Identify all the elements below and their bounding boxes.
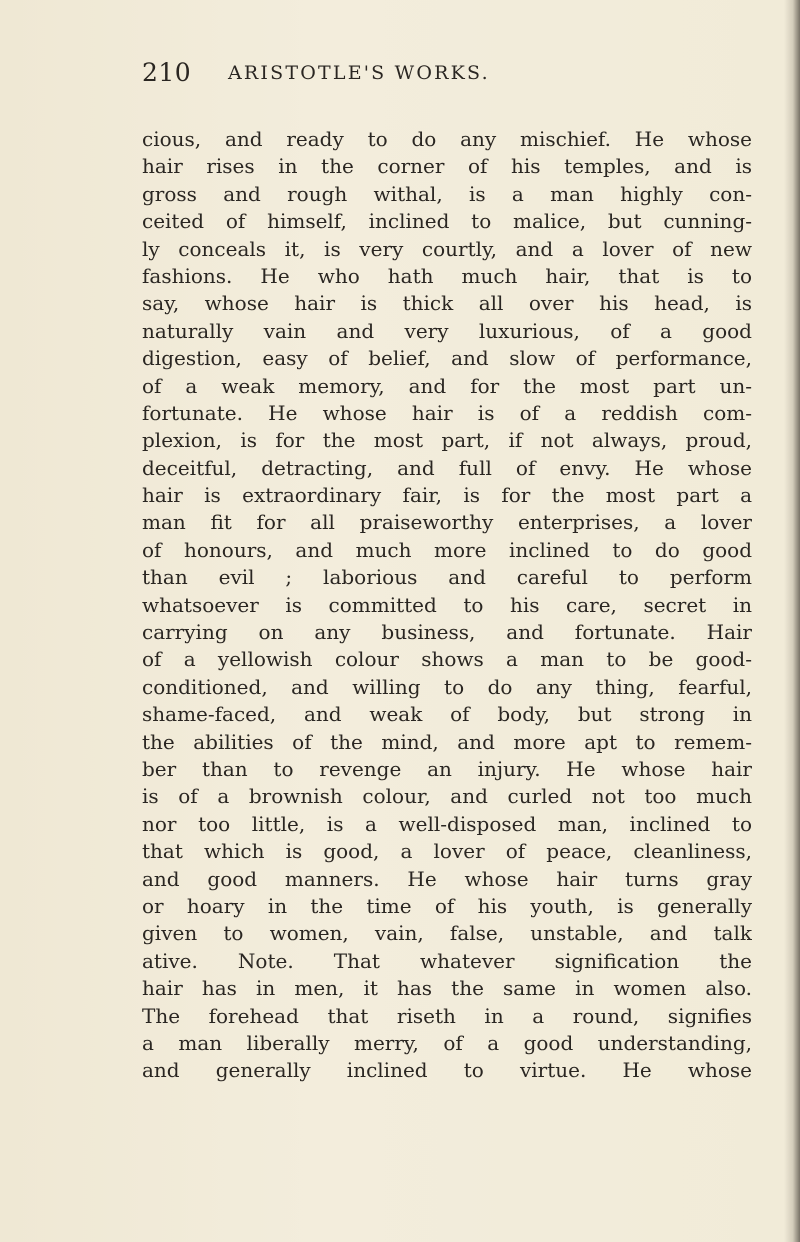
text-line: say, whose hair is thick all over his head, is — [142, 291, 752, 316]
text-line: of a weak memory, and for the most part un- — [142, 373, 752, 398]
text-line: and good manners. He whose hair turns gray — [142, 866, 752, 891]
text-line: hair has in men, it has the same in women also. — [142, 976, 752, 1001]
text-line: the abilities of the mind, and more apt to remem- — [142, 729, 752, 754]
text-line: of honours, and much more inclined to do good — [142, 537, 752, 562]
text-line: a man liberally merry, of a good understanding, — [142, 1030, 752, 1055]
text-line: gross and rough withal, is a man highly con- — [142, 181, 752, 206]
text-line: and generally inclined to virtue. He whose — [142, 1058, 752, 1083]
page-number: 210 — [142, 58, 192, 87]
text-line: nor too little, is a well-disposed man, inclined to — [142, 811, 752, 836]
text-line: given to women, vain, false, unstable, and talk — [142, 921, 752, 946]
text-line: ber than to revenge an injury. He whose hair — [142, 756, 752, 781]
text-line: The forehead that riseth in a round, signifies — [142, 1003, 752, 1028]
page-edge-shadow — [784, 0, 800, 1242]
text-line: man fit for all praiseworthy enterprises, a lover — [142, 510, 752, 535]
text-line: digestion, easy of belief, and slow of performance, — [142, 346, 752, 371]
text-line: ly conceals it, is very courtly, and a lover of new — [142, 236, 752, 261]
text-line: carrying on any business, and fortunate. Hair — [142, 620, 752, 645]
text-line: ceited of himself, inclined to malice, but cunning- — [142, 209, 752, 234]
text-line: of a yellowish colour shows a man to be good- — [142, 647, 752, 672]
text-line: whatsoever is committed to his care, secret in — [142, 592, 752, 617]
text-line: conditioned, and willing to do any thing, fearful, — [142, 674, 752, 699]
running-title: ARISTOTLE'S WORKS. — [228, 62, 490, 84]
text-line: naturally vain and very luxurious, of a good — [142, 318, 752, 343]
text-line: fortunate. He whose hair is of a reddish com- — [142, 400, 752, 425]
text-line: deceitful, detracting, and full of envy. He whose — [142, 455, 752, 480]
text-line: hair rises in the corner of his temples, and is — [142, 154, 752, 179]
text-line: cious, and ready to do any mischief. He whose — [142, 127, 752, 151]
body-text — [142, 126, 752, 1085]
text-line: ative. Note. That whatever signification the — [142, 948, 752, 973]
text-line: plexion, is for the most part, if not always, proud, — [142, 428, 752, 453]
text-line: fashions. He who hath much hair, that is to — [142, 263, 752, 288]
text-line: shame-faced, and weak of body, but strong in — [142, 702, 752, 727]
text-line: that which is good, a lover of peace, cleanliness, — [142, 839, 752, 864]
text-line: hair is extraordinary fair, is for the most part a — [142, 483, 752, 508]
running-head — [142, 58, 742, 92]
text-line: or hoary in the time of his youth, is generally — [142, 893, 752, 918]
text-line: than evil ; laborious and careful to perform — [142, 565, 752, 590]
text-line: is of a brownish colour, and curled not too much — [142, 784, 752, 809]
